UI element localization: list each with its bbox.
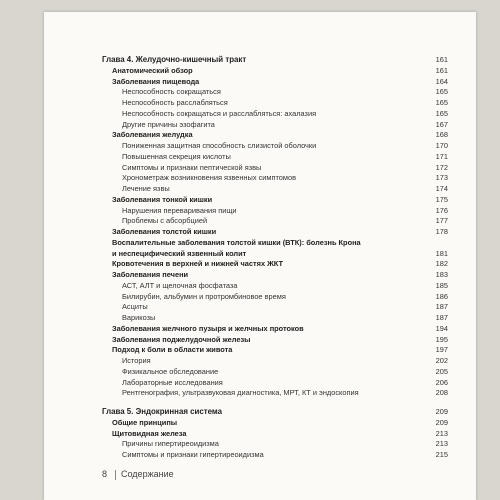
toc-chapter [102, 407, 448, 418]
toc-entry-page: 168 [435, 130, 448, 140]
toc-entry-title: Глава 4. Желудочно-кишечный тракт [102, 55, 247, 64]
toc-section [102, 77, 448, 88]
toc-section [102, 324, 448, 335]
toc-subsection [102, 163, 448, 174]
toc-subsection [102, 141, 448, 152]
toc-entry-title: Рентгенография, ультразвуковая диагностика, МРТ, КТ и эндоскопия [122, 388, 359, 398]
toc-subsection [102, 388, 448, 399]
toc-subsection [102, 173, 448, 184]
toc-section [102, 238, 448, 260]
toc-section [102, 66, 448, 77]
toc-subsection [102, 356, 448, 367]
toc-entry-title: Щитовидная железа [112, 428, 187, 438]
toc-section [102, 195, 448, 206]
toc-entry-title: Причины гипертиреоидизма [122, 439, 219, 449]
toc-entry-title: Заболевания печени [112, 270, 189, 279]
toc-entry-page: 164 [435, 76, 448, 86]
page-footer [102, 469, 448, 483]
toc-entry-title: Заболевания поджелудочной железы [112, 334, 251, 344]
toc-chapter [102, 55, 448, 66]
toc-entry-title: Другие причины эзофагита [122, 119, 215, 129]
toc-section [102, 429, 448, 440]
toc-entry-title: Заболевания желудка [112, 130, 193, 140]
toc-entry-title: Неспособность сокращаться [122, 87, 221, 97]
toc-entry-page: 174 [435, 184, 448, 193]
toc-entry-page: 175 [435, 194, 448, 204]
toc-subsection [102, 184, 448, 195]
toc-entry-page: 161 [435, 65, 448, 75]
document-page [44, 12, 476, 500]
toc-entry-page: 186 [435, 291, 448, 301]
toc-entry-title: Подход к боли в области живота [112, 345, 233, 355]
toc-subsection [102, 152, 448, 163]
toc-subsection [102, 367, 448, 378]
toc-subsection [102, 216, 448, 227]
toc-entry-page: 205 [435, 366, 448, 376]
toc-section [102, 335, 448, 346]
toc-entry-title: Варикозы [122, 313, 156, 322]
toc-entry-title: История [122, 356, 151, 365]
toc-entry-page: 185 [435, 280, 448, 290]
toc-entry-title: Симптомы и признаки пептической язвы [122, 162, 262, 172]
toc-entry-page: 182 [435, 259, 448, 269]
toc-entry-page: 208 [435, 388, 448, 398]
toc-entry-title: Неспособность расслабляться [122, 98, 228, 107]
toc-section [102, 130, 448, 141]
toc-entry-page: 170 [435, 141, 448, 150]
toc-section [102, 270, 448, 281]
toc-entry-page: 167 [435, 119, 448, 129]
toc-entry-page: 209 [435, 407, 448, 416]
toc-section [102, 345, 448, 356]
toc-entry-title: Лабораторные исследования [122, 377, 223, 387]
toc-entry-title: Кровотечения в верхней и нижней частях ЖКТ [112, 259, 283, 269]
footer-separator [115, 470, 116, 480]
toc-chapter-gap [102, 399, 448, 407]
toc-entry-page: 209 [435, 417, 448, 427]
toc-subsection [102, 109, 448, 120]
toc-entry-title: Анатомический обзор [112, 65, 193, 75]
page-number: 8 [102, 469, 108, 479]
toc-subsection [102, 450, 448, 461]
toc-entry-page: 181 [435, 248, 448, 258]
toc-subsection [102, 120, 448, 131]
toc-entry-page: 195 [435, 334, 448, 344]
footer-section-title: Содержание [121, 469, 174, 479]
toc-entry-title: Заболевания тонкой кишки [112, 194, 213, 204]
toc-subsection [102, 439, 448, 450]
toc-entry-title: Воспалительные заболевания толстой кишки (ВТК): болезнь Крона и неспецифический язвенный колит [112, 237, 361, 258]
toc-entry-title: Лечение язвы [122, 184, 170, 193]
toc-entry-title: Заболевания толстой кишки [112, 227, 217, 236]
toc-entry-title: Глава 5. Эндокринная система [102, 407, 223, 416]
toc-entry-page: 206 [435, 377, 448, 387]
toc-subsection [102, 313, 448, 324]
toc-entry-page: 183 [435, 270, 448, 279]
toc-subsection [102, 98, 448, 109]
toc-entry-title: Физикальное обследование [122, 366, 219, 376]
toc-entry-page: 165 [435, 98, 448, 107]
toc-section [102, 227, 448, 238]
toc-entry-page: 197 [435, 345, 448, 355]
toc-entry-page: 161 [435, 55, 448, 64]
toc-entry-title: Проблемы с абсорбцией [122, 216, 208, 226]
toc-entry-page: 172 [435, 162, 448, 172]
toc-entry-title: Общие принципы [112, 417, 178, 427]
toc-subsection [102, 302, 448, 313]
toc-entry-title: Повышенная секреция кислоты [122, 151, 231, 161]
toc-entry-title: Заболевания пищевода [112, 76, 200, 86]
toc-entry-page: 165 [435, 108, 448, 118]
toc-section [102, 259, 448, 270]
toc-entry-title: АСТ, АЛТ и щелочная фосфатаза [122, 280, 238, 290]
toc-entry-title: Симптомы и признаки гипертиреоидизма [122, 450, 264, 459]
toc-section [102, 418, 448, 429]
toc-entry-title: Заболевания желчного пузыря и желчных протоков [112, 323, 304, 333]
toc-entry-page: 178 [435, 227, 448, 236]
toc-entry-page: 215 [435, 450, 448, 459]
toc-subsection [102, 206, 448, 217]
toc-entry-page: 165 [435, 87, 448, 97]
toc-entry-page: 202 [435, 356, 448, 365]
toc-entry-page: 194 [435, 323, 448, 333]
toc-entry-title: Билирубин, альбумин и протромбиновое время [122, 291, 286, 301]
toc-entry-title: Асциты [122, 302, 148, 312]
toc-entry-title: Пониженная защитная способность слизистой оболочки [122, 141, 317, 150]
toc-entry-title: Нарушения переваривания пищи [122, 205, 237, 215]
toc-entry-page: 171 [435, 151, 448, 161]
toc-subsection [102, 378, 448, 389]
table-of-contents [102, 55, 448, 461]
toc-entry-page: 213 [435, 428, 448, 438]
toc-entry-page: 177 [435, 216, 448, 226]
toc-entry-page: 187 [435, 313, 448, 322]
toc-subsection [102, 87, 448, 98]
toc-entry-page: 187 [435, 302, 448, 312]
toc-entry-page: 213 [435, 439, 448, 449]
toc-entry-title: Хронометраж возникновения язвенных симптомов [122, 173, 297, 183]
toc-entry-page: 173 [435, 173, 448, 183]
toc-subsection [102, 292, 448, 303]
toc-entry-page: 176 [435, 205, 448, 215]
toc-entry-title: Неспособность сокращаться и расслабляться: ахалазия [122, 108, 317, 118]
toc-subsection [102, 281, 448, 292]
